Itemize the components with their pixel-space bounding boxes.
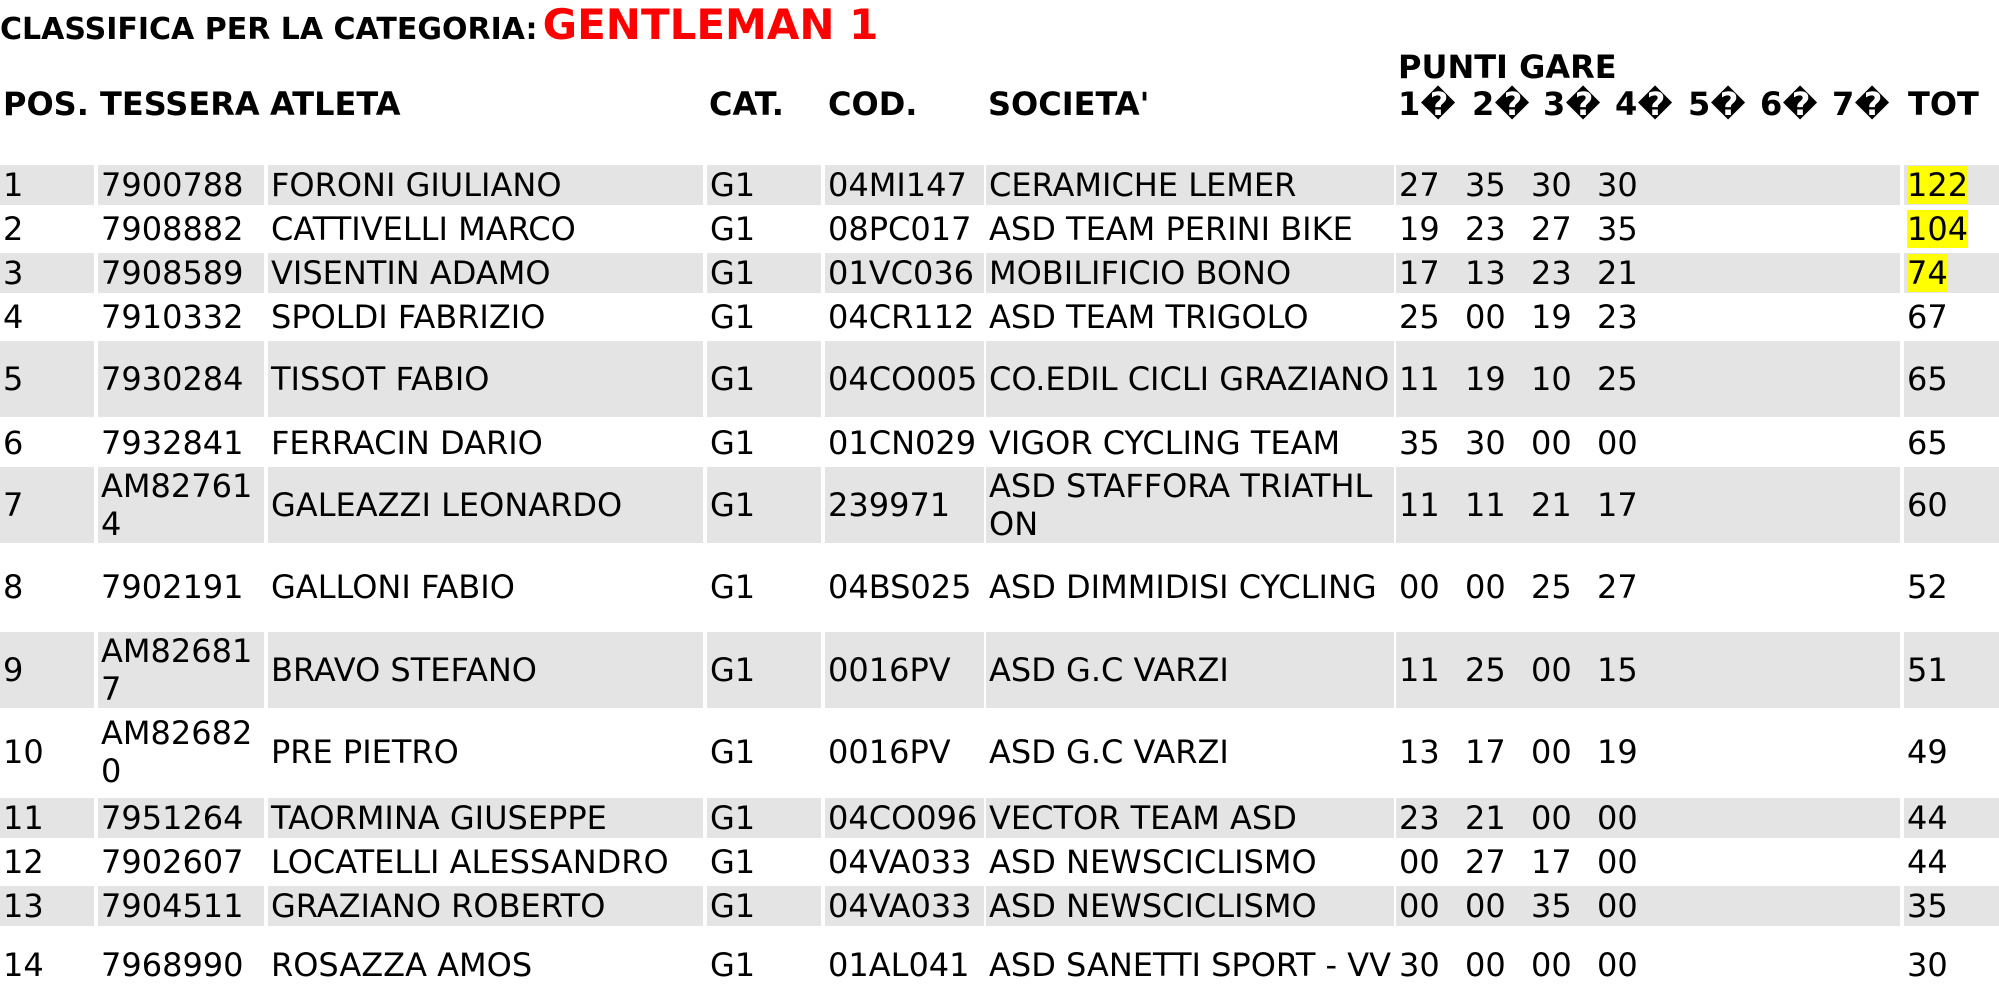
pos-value: 7 — [3, 486, 24, 524]
race-points: 30 — [1597, 166, 1638, 204]
race-points: 11 — [1399, 486, 1440, 524]
pos-value: 11 — [3, 799, 44, 837]
cat-cell — [707, 714, 821, 790]
cat-value: G1 — [710, 298, 756, 336]
race-points: 19 — [1399, 210, 1440, 248]
atleta-cell — [268, 209, 703, 249]
tot-cell — [1904, 209, 1999, 249]
tessera-cell — [98, 714, 264, 790]
cod-cell — [825, 253, 984, 293]
points-cell — [1396, 209, 1900, 249]
atleta-cell — [268, 632, 703, 708]
atleta-cell — [268, 253, 703, 293]
tessera-value: 7930284 — [101, 360, 244, 398]
pos-value: 14 — [3, 945, 44, 984]
race-points: 13 — [1399, 733, 1440, 771]
societa-value: ASD TEAM TRIGOLO — [989, 298, 1309, 336]
societa-value: ASD DIMMIDISI CYCLING — [989, 568, 1377, 606]
tot-cell — [1904, 423, 1999, 463]
race-points: 23 — [1399, 799, 1440, 837]
pos-value: 6 — [3, 424, 24, 462]
table-row — [0, 165, 1999, 205]
race-points: 00 — [1531, 651, 1572, 689]
tessera-value: 7968990 — [101, 945, 244, 984]
societa-cell — [986, 930, 1394, 999]
points-cell — [1396, 423, 1900, 463]
race-points: 35 — [1531, 887, 1572, 925]
pos-cell — [0, 930, 94, 999]
tot-cell — [1904, 842, 1999, 882]
tessera-cell — [98, 209, 264, 249]
societa-cell — [986, 165, 1394, 205]
header-punti-gare: PUNTI GARE — [1398, 48, 1617, 86]
race-points: 17 — [1399, 254, 1440, 292]
points-cell — [1396, 253, 1900, 293]
race-points: 25 — [1399, 298, 1440, 336]
points-cell — [1396, 341, 1900, 417]
tessera-value: 7951264 — [101, 799, 244, 837]
race-points: 00 — [1531, 945, 1572, 984]
societa-value: ASD STAFFORA TRIATHLON — [989, 467, 1373, 543]
race-points: 00 — [1399, 887, 1440, 925]
header-race-7: 7� — [1832, 85, 1890, 123]
cat-cell — [707, 165, 821, 205]
cat-cell — [707, 423, 821, 463]
race-points: 13 — [1465, 254, 1506, 292]
race-points: 30 — [1531, 166, 1572, 204]
pos-cell — [0, 165, 94, 205]
tot-cell — [1904, 632, 1999, 708]
pos-value: 4 — [3, 298, 24, 336]
tot-value: 65 — [1907, 360, 1948, 398]
cod-cell — [825, 341, 984, 417]
cat-value: G1 — [710, 887, 756, 925]
header-tot: TOT — [1908, 85, 1979, 123]
race-points: 00 — [1597, 424, 1638, 462]
points-cell — [1396, 297, 1900, 337]
cat-cell — [707, 549, 821, 625]
cod-cell — [825, 423, 984, 463]
tessera-cell — [98, 165, 264, 205]
table-row — [0, 297, 1999, 337]
race-points: 15 — [1597, 651, 1638, 689]
cod-value: 04CR112 — [828, 298, 975, 336]
cat-value: G1 — [710, 799, 756, 837]
tot-value: 60 — [1907, 486, 1948, 524]
cod-cell — [825, 165, 984, 205]
cat-value: G1 — [710, 210, 756, 248]
race-points: 30 — [1399, 945, 1440, 984]
tot-value: 44 — [1907, 843, 1948, 881]
tot-cell — [1904, 253, 1999, 293]
header-race-1: 1� — [1398, 85, 1456, 123]
points-cell — [1396, 842, 1900, 882]
tessera-value: 7908882 — [101, 210, 244, 248]
societa-value: ASD G.C VARZI — [989, 733, 1229, 771]
header-cod: COD. — [828, 85, 918, 123]
tot-cell — [1904, 467, 1999, 543]
tot-value: 30 — [1907, 945, 1948, 984]
header-pos: POS. — [3, 85, 89, 123]
cat-value: G1 — [710, 733, 756, 771]
atleta-cell — [268, 423, 703, 463]
societa-value: ASD TEAM PERINI BIKE — [989, 210, 1353, 248]
cod-value: 04VA033 — [828, 843, 972, 881]
race-points: 25 — [1465, 651, 1506, 689]
tot-cell — [1904, 886, 1999, 926]
header-tessera: TESSERA — [100, 85, 260, 123]
cat-cell — [707, 209, 821, 249]
race-points: 00 — [1465, 887, 1506, 925]
societa-value: MOBILIFICIO BONO — [989, 254, 1292, 292]
cat-cell — [707, 842, 821, 882]
tot-value: 44 — [1907, 799, 1948, 837]
tot-value: 104 — [1907, 210, 1969, 248]
table-row — [0, 886, 1999, 926]
race-points: 00 — [1597, 799, 1638, 837]
tessera-value: AM826820 — [101, 714, 253, 790]
cat-cell — [707, 798, 821, 838]
cod-cell — [825, 549, 984, 625]
cat-value: G1 — [710, 486, 756, 524]
race-points: 19 — [1465, 360, 1506, 398]
cat-value: G1 — [710, 843, 756, 881]
pos-cell — [0, 253, 94, 293]
race-points: 10 — [1531, 360, 1572, 398]
pos-cell — [0, 209, 94, 249]
tot-cell — [1904, 714, 1999, 790]
tessera-cell — [98, 632, 264, 708]
atleta-value: SPOLDI FABRIZIO — [271, 298, 546, 336]
race-points: 17 — [1597, 486, 1638, 524]
cod-cell — [825, 886, 984, 926]
tot-cell — [1904, 297, 1999, 337]
race-points: 00 — [1531, 799, 1572, 837]
tessera-value: 7902607 — [101, 843, 244, 881]
atleta-cell — [268, 930, 703, 999]
pos-cell — [0, 549, 94, 625]
pos-value: 5 — [3, 360, 24, 398]
pos-cell — [0, 467, 94, 543]
cod-cell — [825, 930, 984, 999]
societa-cell — [986, 423, 1394, 463]
race-points: 00 — [1399, 843, 1440, 881]
societa-value: ASD NEWSCICLISMO — [989, 843, 1317, 881]
cod-value: 04CO096 — [828, 799, 978, 837]
tessera-value: 7932841 — [101, 424, 244, 462]
title-category: GENTLEMAN 1 — [542, 0, 879, 49]
tessera-value: 7904511 — [101, 887, 244, 925]
atleta-value: TISSOT FABIO — [271, 360, 490, 398]
race-points: 11 — [1399, 651, 1440, 689]
atleta-cell — [268, 165, 703, 205]
race-points: 00 — [1531, 733, 1572, 771]
societa-value: VIGOR CYCLING TEAM — [989, 424, 1341, 462]
race-points: 35 — [1399, 424, 1440, 462]
pos-cell — [0, 341, 94, 417]
tessera-cell — [98, 253, 264, 293]
atleta-value: VISENTIN ADAMO — [271, 254, 551, 292]
atleta-cell — [268, 341, 703, 417]
points-cell — [1396, 467, 1900, 543]
cod-value: 239971 — [828, 486, 951, 524]
points-cell — [1396, 798, 1900, 838]
atleta-cell — [268, 714, 703, 790]
race-points: 35 — [1465, 166, 1506, 204]
pos-cell — [0, 297, 94, 337]
cod-cell — [825, 632, 984, 708]
cod-value: 04MI147 — [828, 166, 967, 204]
atleta-value: TAORMINA GIUSEPPE — [271, 799, 607, 837]
atleta-value: FORONI GIULIANO — [271, 166, 562, 204]
race-points: 11 — [1399, 360, 1440, 398]
tessera-cell — [98, 549, 264, 625]
table-row — [0, 930, 1999, 999]
pos-value: 3 — [3, 254, 24, 292]
race-points: 00 — [1465, 945, 1506, 984]
atleta-value: CATTIVELLI MARCO — [271, 210, 576, 248]
tot-value: 49 — [1907, 733, 1948, 771]
race-points: 19 — [1597, 733, 1638, 771]
atleta-value: FERRACIN DARIO — [271, 424, 543, 462]
race-points: 27 — [1399, 166, 1440, 204]
race-points: 00 — [1597, 887, 1638, 925]
points-cell — [1396, 930, 1900, 999]
cod-value: 08PC017 — [828, 210, 972, 248]
header-race-6: 6� — [1760, 85, 1818, 123]
cat-cell — [707, 253, 821, 293]
tot-value: 74 — [1907, 254, 1948, 292]
table-row — [0, 549, 1999, 625]
cat-cell — [707, 297, 821, 337]
race-points: 23 — [1531, 254, 1572, 292]
pos-cell — [0, 798, 94, 838]
cod-value: 01CN029 — [828, 424, 977, 462]
cod-cell — [825, 714, 984, 790]
cat-value: G1 — [710, 568, 756, 606]
cod-value: 04BS025 — [828, 568, 972, 606]
race-points: 19 — [1531, 298, 1572, 336]
header-cat: CAT. — [709, 85, 784, 123]
societa-value: VECTOR TEAM ASD — [989, 799, 1297, 837]
cat-cell — [707, 341, 821, 417]
tessera-cell — [98, 886, 264, 926]
tot-cell — [1904, 165, 1999, 205]
points-cell — [1396, 714, 1900, 790]
race-points: 00 — [1399, 568, 1440, 606]
tessera-cell — [98, 798, 264, 838]
table-row — [0, 467, 1999, 543]
societa-value: CERAMICHE LEMER — [989, 166, 1297, 204]
cod-value: 0016PV — [828, 733, 951, 771]
pos-cell — [0, 632, 94, 708]
race-points: 17 — [1465, 733, 1506, 771]
atleta-cell — [268, 886, 703, 926]
societa-value: CO.EDIL CICLI GRAZIANO — [989, 360, 1390, 398]
tot-cell — [1904, 798, 1999, 838]
pos-value: 12 — [3, 843, 44, 881]
table-row — [0, 632, 1999, 708]
atleta-cell — [268, 842, 703, 882]
header-race-4: 4� — [1615, 85, 1673, 123]
societa-cell — [986, 714, 1394, 790]
tessera-value: 7900788 — [101, 166, 244, 204]
atleta-value: LOCATELLI ALESSANDRO — [271, 843, 669, 881]
tessera-value: AM826817 — [101, 632, 253, 708]
atleta-cell — [268, 549, 703, 625]
atleta-cell — [268, 798, 703, 838]
atleta-value: GALLONI FABIO — [271, 568, 515, 606]
atleta-value: GALEAZZI LEONARDO — [271, 486, 623, 524]
societa-cell — [986, 798, 1394, 838]
pos-value: 1 — [3, 166, 24, 204]
societa-cell — [986, 842, 1394, 882]
race-points: 27 — [1531, 210, 1572, 248]
header-race-2: 2� — [1472, 85, 1530, 123]
points-cell — [1396, 632, 1900, 708]
race-points: 35 — [1597, 210, 1638, 248]
tessera-value: 7908589 — [101, 254, 244, 292]
atleta-value: BRAVO STEFANO — [271, 651, 537, 689]
tessera-cell — [98, 842, 264, 882]
societa-cell — [986, 253, 1394, 293]
race-points: 00 — [1465, 298, 1506, 336]
tessera-cell — [98, 467, 264, 543]
societa-cell — [986, 632, 1394, 708]
header-atleta: ATLETA — [270, 85, 401, 123]
pos-value: 13 — [3, 887, 44, 925]
table-row — [0, 714, 1999, 790]
race-points: 25 — [1597, 360, 1638, 398]
pos-value: 9 — [3, 651, 24, 689]
societa-cell — [986, 297, 1394, 337]
pos-cell — [0, 714, 94, 790]
table-row — [0, 842, 1999, 882]
cod-value: 01VC036 — [828, 254, 975, 292]
race-points: 23 — [1597, 298, 1638, 336]
cat-value: G1 — [710, 254, 756, 292]
cat-cell — [707, 886, 821, 926]
race-points: 27 — [1465, 843, 1506, 881]
race-points: 00 — [1597, 945, 1638, 984]
points-cell — [1396, 886, 1900, 926]
tot-value: 35 — [1907, 887, 1948, 925]
tessera-value: 7910332 — [101, 298, 244, 336]
societa-value: ASD SANETTI SPORT - VV — [989, 945, 1392, 984]
societa-cell — [986, 209, 1394, 249]
cat-value: G1 — [710, 360, 756, 398]
atleta-value: ROSAZZA AMOS — [271, 945, 533, 984]
race-points: 30 — [1465, 424, 1506, 462]
race-points: 21 — [1465, 799, 1506, 837]
points-cell — [1396, 549, 1900, 625]
cat-value: G1 — [710, 424, 756, 462]
cod-value: 0016PV — [828, 651, 951, 689]
cod-cell — [825, 842, 984, 882]
cod-cell — [825, 297, 984, 337]
tessera-cell — [98, 423, 264, 463]
cod-value: 04CO005 — [828, 360, 978, 398]
tot-cell — [1904, 549, 1999, 625]
cat-value: G1 — [710, 945, 756, 984]
pos-value: 10 — [3, 733, 44, 771]
race-points: 00 — [1465, 568, 1506, 606]
pos-cell — [0, 423, 94, 463]
cat-cell — [707, 632, 821, 708]
tot-value: 122 — [1907, 166, 1969, 204]
tessera-cell — [98, 341, 264, 417]
atleta-value: GRAZIANO ROBERTO — [271, 887, 606, 925]
race-points: 27 — [1597, 568, 1638, 606]
cod-value: 04VA033 — [828, 887, 972, 925]
tot-cell — [1904, 341, 1999, 417]
race-points: 17 — [1531, 843, 1572, 881]
atleta-cell — [268, 467, 703, 543]
societa-cell — [986, 886, 1394, 926]
pos-value: 2 — [3, 210, 24, 248]
race-points: 21 — [1531, 486, 1572, 524]
cat-cell — [707, 467, 821, 543]
table-row — [0, 253, 1999, 293]
atleta-value: PRE PIETRO — [271, 733, 459, 771]
table-row — [0, 209, 1999, 249]
societa-cell — [986, 341, 1394, 417]
race-points: 25 — [1531, 568, 1572, 606]
tot-cell — [1904, 930, 1999, 999]
race-points: 11 — [1465, 486, 1506, 524]
pos-cell — [0, 886, 94, 926]
header-race-5: 5� — [1688, 85, 1746, 123]
tessera-value: 7902191 — [101, 568, 244, 606]
atleta-cell — [268, 297, 703, 337]
cat-cell — [707, 930, 821, 999]
tot-value: 52 — [1907, 568, 1948, 606]
race-points: 23 — [1465, 210, 1506, 248]
tot-value: 65 — [1907, 424, 1948, 462]
cat-value: G1 — [710, 651, 756, 689]
table-row — [0, 798, 1999, 838]
table-row — [0, 341, 1999, 417]
header-societa: SOCIETA' — [988, 85, 1150, 123]
societa-value: ASD G.C VARZI — [989, 651, 1229, 689]
tot-value: 51 — [1907, 651, 1948, 689]
societa-cell — [986, 467, 1394, 543]
cod-cell — [825, 209, 984, 249]
title-prefix: CLASSIFICA PER LA CATEGORIA: — [0, 12, 538, 47]
header-race-3: 3� — [1543, 85, 1601, 123]
pos-value: 8 — [3, 568, 24, 606]
societa-value: ASD NEWSCICLISMO — [989, 887, 1317, 925]
race-points: 21 — [1597, 254, 1638, 292]
tot-value: 67 — [1907, 298, 1948, 336]
societa-cell — [986, 549, 1394, 625]
tessera-cell — [98, 930, 264, 999]
race-points: 00 — [1531, 424, 1572, 462]
pos-cell — [0, 842, 94, 882]
cod-value: 01AL041 — [828, 945, 970, 984]
points-cell — [1396, 165, 1900, 205]
page-title — [0, 0, 879, 49]
table-row — [0, 423, 1999, 463]
cod-cell — [825, 467, 984, 543]
tessera-cell — [98, 297, 264, 337]
cat-value: G1 — [710, 166, 756, 204]
cod-cell — [825, 798, 984, 838]
race-points: 00 — [1597, 843, 1638, 881]
tessera-value: AM827614 — [101, 467, 253, 543]
